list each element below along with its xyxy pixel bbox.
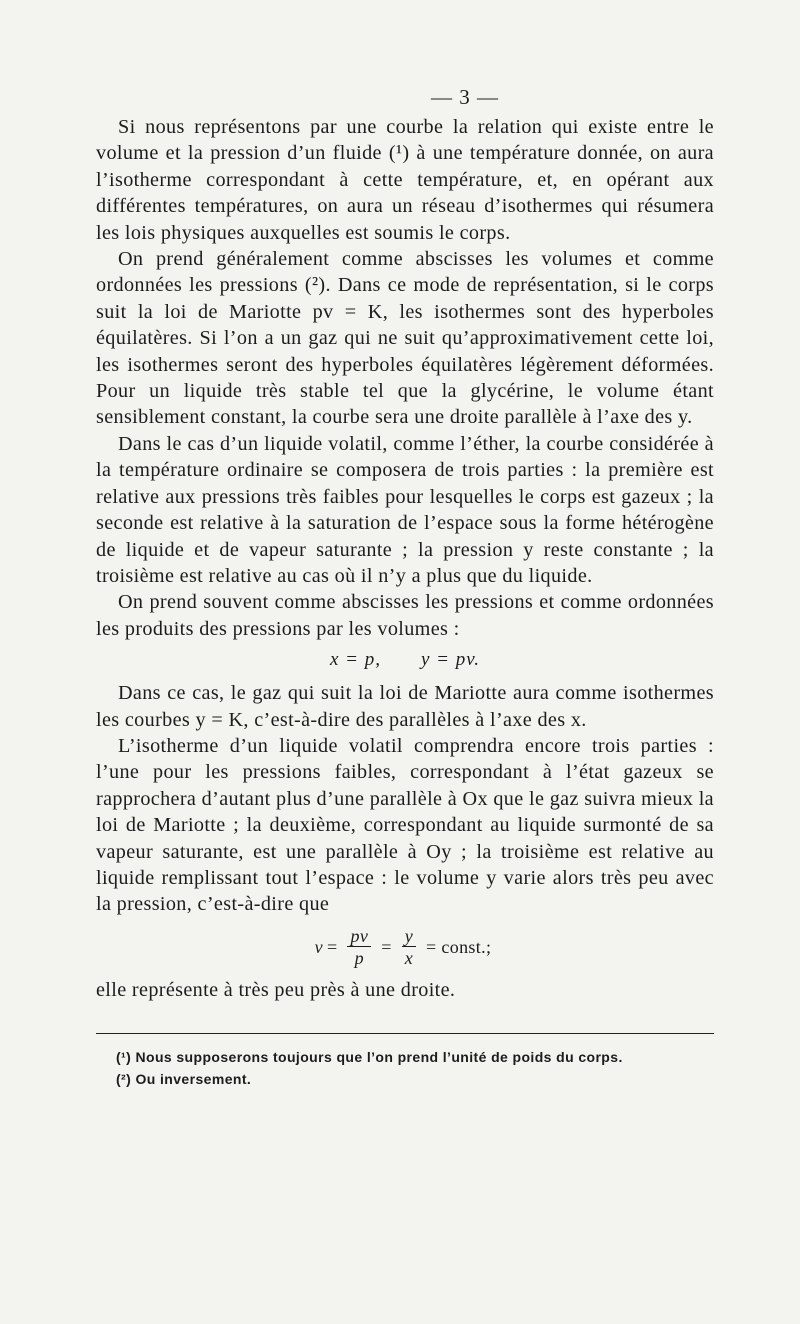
fraction-denominator-2: x [404, 947, 414, 968]
equation-lhs: v [314, 937, 323, 958]
footnote-rule [96, 1033, 714, 1034]
page-number: — 3 — [431, 85, 499, 109]
main-text [96, 114, 714, 1003]
paragraph-1: Si nous représentons par une courbe la relation qui existe entre le volume et la pression d’un fluide (¹) à une température donnée, on aura l’isotherme correspondant à cette température, et, en opérant aux différentes températures, on aura un réseau d’isothermes qui résumera les lois physiques auxquelles est soumis le corps. [96, 116, 714, 244]
footnote-1: (¹) Nous supposerons toujours que l’on prend l’unité de poids du corps. [116, 1049, 623, 1066]
footnote-2: (²) Ou inversement. [116, 1071, 252, 1088]
equation-equals-2: = [381, 937, 392, 958]
paragraph-2: On prend généralement comme abscisses les volumes et comme ordonnées les pressions (²). Dans ce mode de représentation, si le corps suit la loi de Mariotte pv = K, les isothermes sont des hyperboles équilatères. Si l’on a un gaz qui ne suit qu’approximativement cette loi, les isothermes seront des hyperboles équilatères légèrement déformées. Pour un liquide très stable tel que la glycérine, le volume étant sensiblement constant, la courbe sera une droite parallèle à l’axe des y. [96, 248, 714, 429]
equation-x: x = p, [329, 649, 381, 671]
equation-volume [96, 926, 714, 969]
paragraph-4: On prend souvent comme abscisses les pressions et comme ordonnées les produits des pressions par les volumes : [96, 591, 714, 640]
fraction-numerator-2: y [402, 926, 416, 947]
equation-xy [96, 646, 714, 674]
closing-line: elle représente à très peu près à une droite. [96, 978, 456, 1001]
equation-equals: = [326, 937, 338, 958]
paragraph-6: L’isotherme d’un liquide volatil comprendra encore trois parties : l’une pour les pressions faibles, correspondant à l’état gazeux se rapprochera d’autant plus d’une parallèle à Ox que le gaz suivra mieux la loi de Mariotte ; la deuxième, correspondant au liquide surmonté de sa vapeur saturante, est une parallèle à Oy ; la troisième est relative au liquide remplissant tout l’espace : le volume y varie alors très peu avec la pression, c’est-à-dire que [96, 734, 714, 916]
paragraph-5: Dans ce cas, le gaz qui suit la loi de Mariotte aura comme isothermes les courbes y = K, c’est-à-dire des parallèles à l’axe des x. [96, 682, 714, 731]
footnotes [96, 1046, 714, 1090]
equation-rhs: = const.; [426, 937, 492, 958]
paragraph-3: Dans le cas d’un liquide volatil, comme l’éther, la courbe considérée à la température ordinaire se composera de trois parties : la première est relative aux pressions très faibles pour lesquelles le corps est gazeux ; la seconde est relative à la saturation de l’espace sous la forme hétérogène de liquide et de vapeur saturante ; la pression y reste constante ; la troisième est relative au cas où il n’y a plus que du liquide. [96, 432, 714, 587]
equation-y: y = pv. [420, 649, 481, 671]
fraction-numerator: pv [347, 926, 371, 947]
fraction-pv-over-p [347, 926, 371, 969]
fraction-y-over-x [402, 926, 416, 969]
fraction-denominator: p [354, 947, 365, 968]
